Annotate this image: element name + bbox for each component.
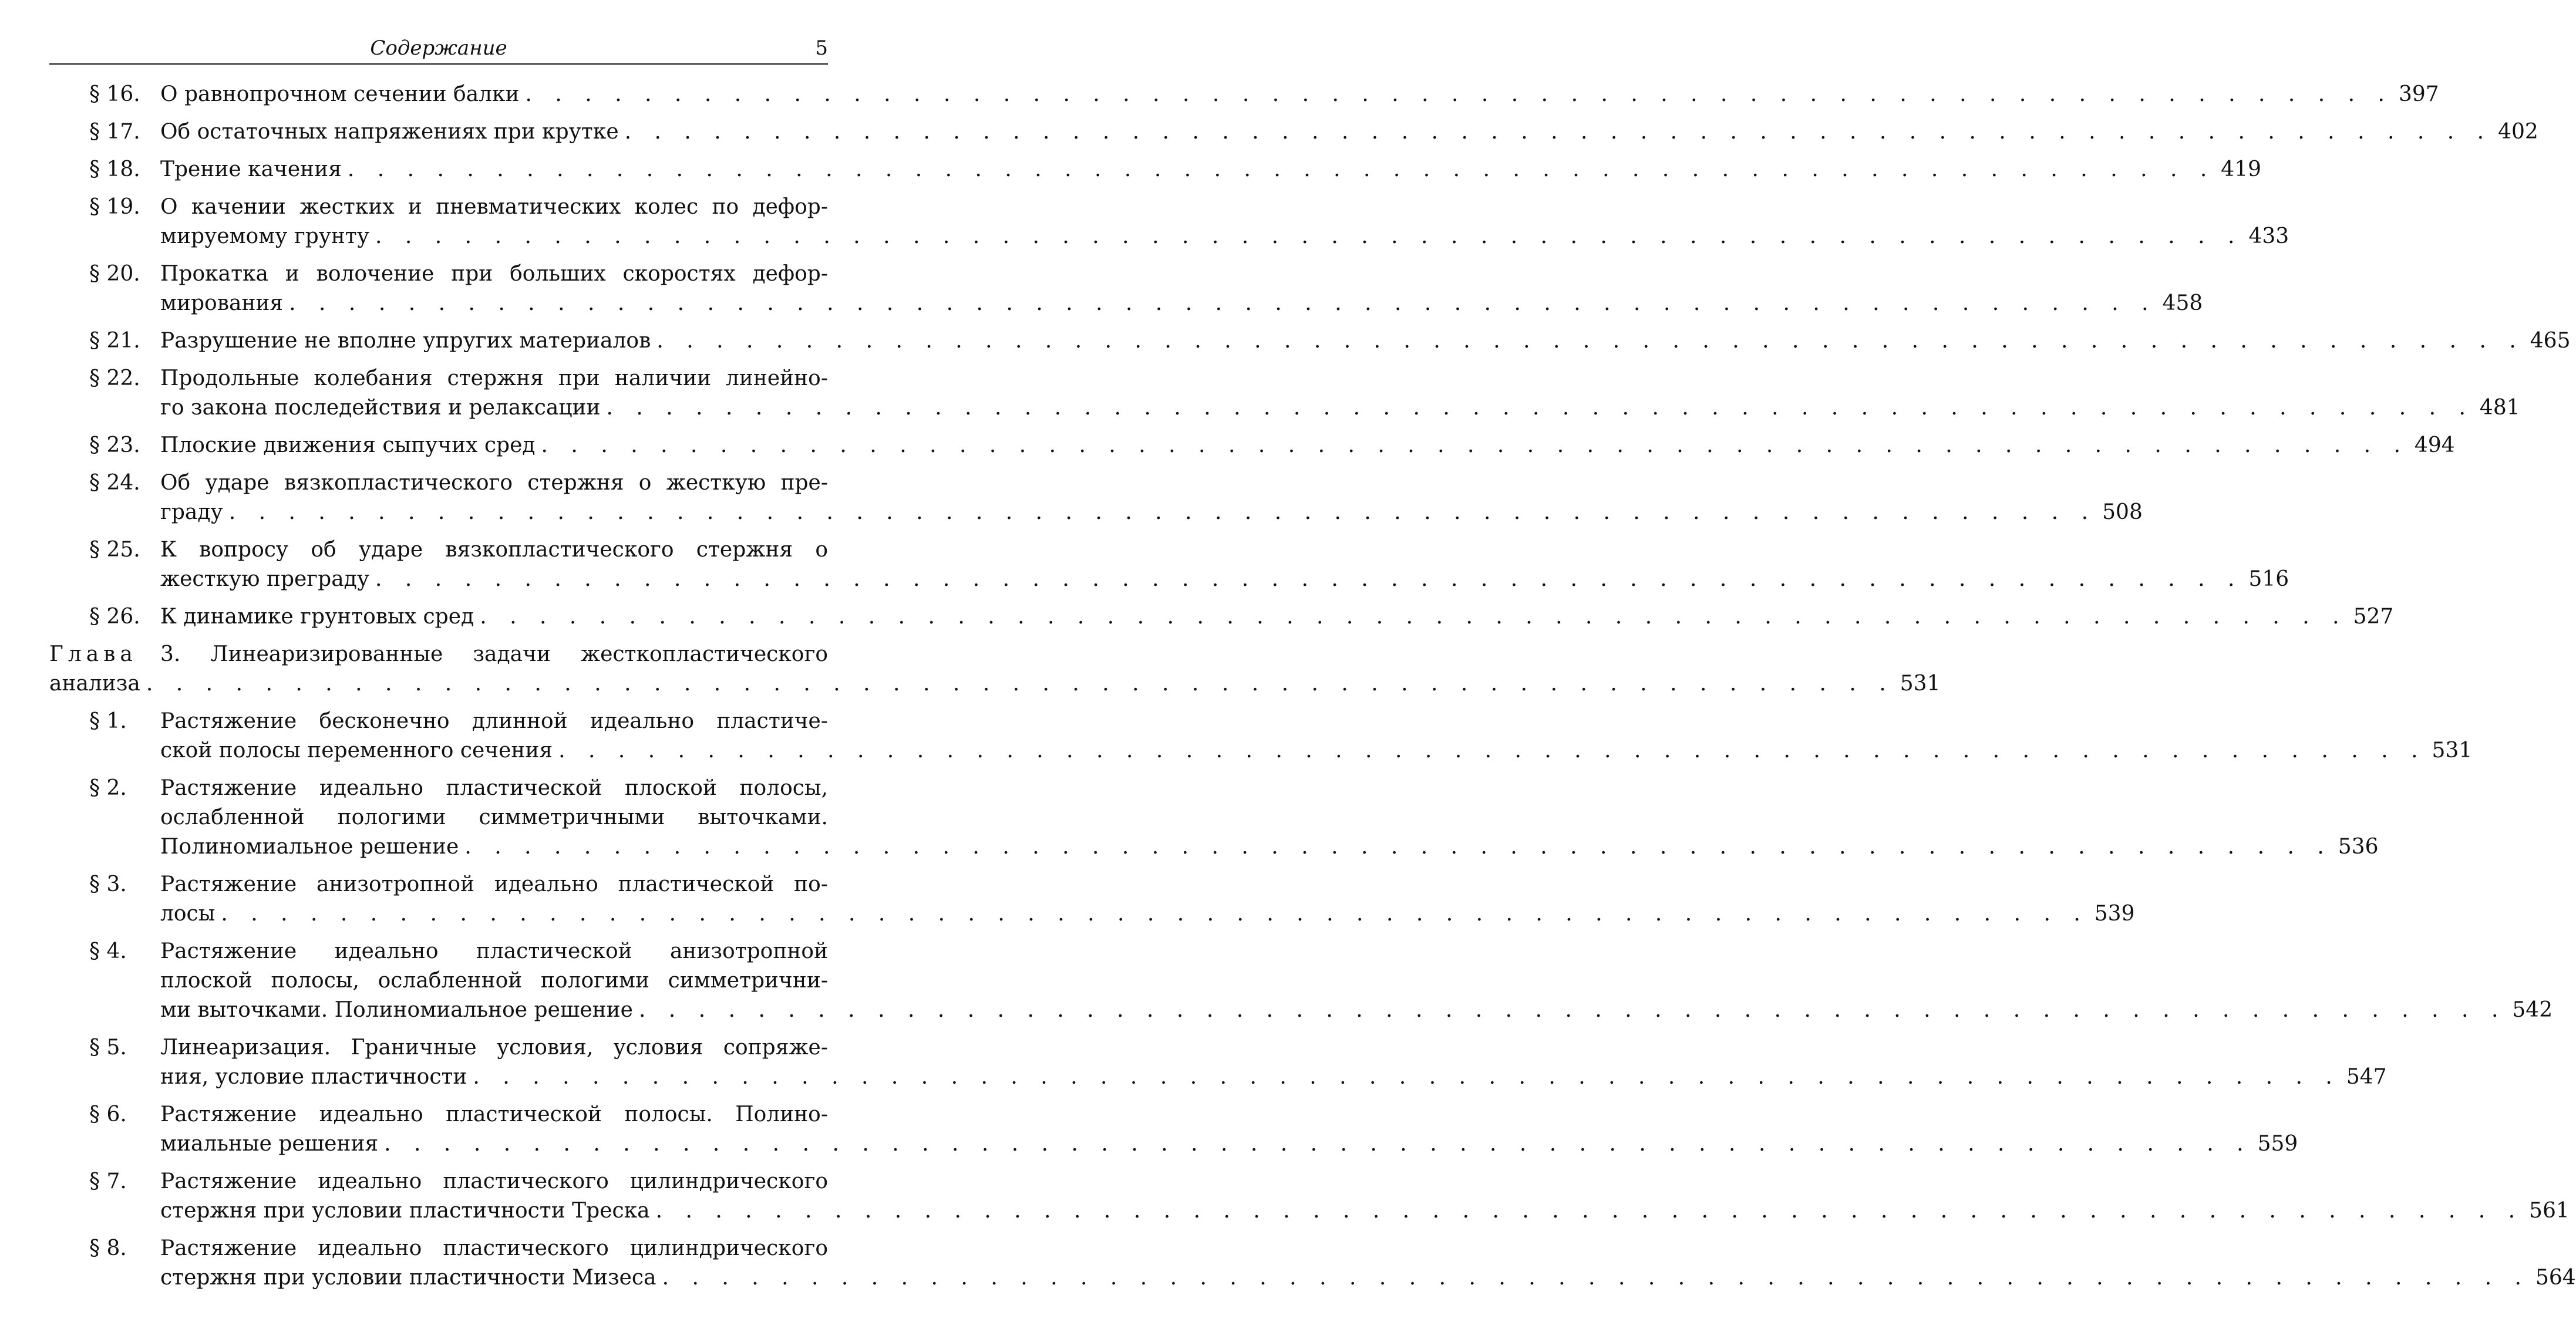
section-number: § 18.	[89, 157, 140, 181]
entry-title-line: Линеаризация. Граничные условия, условия сопряже-	[160, 1036, 828, 1060]
entry-page-number: 397	[2398, 82, 2439, 106]
document-page	[49, 0, 2576, 1339]
toc-section-list	[49, 707, 2576, 1293]
dot-leader: . . . . . . . . . . . . . . . . . . . . . . . . . . . . . . . . . . . . . . . . . . . . . . . . . . . . . . . . . . .	[146, 672, 1894, 696]
entry-title-line: миальные решения	[160, 1132, 379, 1156]
entry-title-line: ской полосы переменного сечения	[160, 738, 553, 763]
dot-leader: . . . . . . . . . . . . . . . . . . . . . . . . . . . . . . . . . . . . . . . . . . . . . . . . . . . . . . . . . . . . . . .	[662, 1266, 2530, 1290]
toc-entry[interactable]	[49, 364, 2520, 423]
section-number: § 17.	[89, 120, 140, 144]
entry-title-line: Растяжение бесконечно длинной идеально пластиче-	[160, 709, 828, 733]
toc-entry[interactable]	[49, 707, 2473, 765]
entry-title-line: плоской полосы, ослабленной пологими симметрични-	[160, 969, 828, 993]
toc-entry[interactable]	[49, 1234, 2576, 1293]
section-number: § 16.	[89, 82, 140, 106]
dot-leader: . . . . . . . . . . . . . . . . . . . . . . . . . . . . . . . . . . . . . . . . . . . . . . . . . . . . . . . . . . . . . . .	[221, 902, 2089, 926]
toc-entry[interactable]	[49, 774, 2379, 862]
toc-section-list	[49, 80, 2571, 632]
section-number: § 2.	[89, 776, 127, 800]
dot-leader: . . . . . . . . . . . . . . . . . . . . . . . . . . . . . . . . . . . . . . . . . . . . . . . . . . . . . . . . . . . . . . .	[347, 157, 2215, 181]
section-number: § 6.	[89, 1102, 127, 1126]
toc-entry[interactable]	[49, 535, 2289, 594]
entry-title-line: ослабленной пологими симметричными выточками.	[160, 805, 828, 829]
dot-leader: . . . . . . . . . . . . . . . . . . . . . . . . . . . . . . . . . . . . . . . . . . . . . . . . . . . . . . . . . . . . . . .	[228, 500, 2097, 524]
entry-page-number: 561	[2529, 1199, 2570, 1223]
entry-title-line: Об остаточных напряжениях при крутке	[160, 120, 619, 144]
entry-page-number: 433	[2248, 224, 2289, 248]
entry-page-number: 465	[2530, 329, 2571, 353]
dot-leader: . . . . . . . . . . . . . . . . . . . . . . . . . . . . . . . . . . . . . . . . . . . . . . . . . . . . . . . . . . . . . . .	[525, 82, 2393, 106]
dot-leader: . . . . . . . . . . . . . . . . . . . . . . . . . . . . . . . . . . . . . . . . . . . . . . . . . . . . . . . . . . . . . . .	[638, 998, 2507, 1022]
dot-leader: . . . . . . . . . . . . . . . . . . . . . . . . . . . . . . . . . . . . . . . . . . . . . . . . . . . . . . . . . . . . . . .	[375, 224, 2243, 248]
entry-page-number: 536	[2338, 835, 2379, 859]
entry-title-line: Растяжение идеально пластической анизотропной	[160, 939, 828, 963]
entry-title-line: ния, условие пластичности	[160, 1065, 467, 1089]
section-number: § 23.	[89, 433, 140, 457]
entry-title-line: стержня при условии пластичности Мизеса	[160, 1266, 656, 1290]
entry-title-line: К динамике грунтовых сред	[160, 605, 474, 629]
entry-title-line: мируемому грунту	[160, 224, 370, 248]
entry-title-line: Трение качения	[160, 157, 342, 181]
toc-entry[interactable]	[49, 326, 2571, 356]
chapter-title-cont: анализа	[49, 672, 140, 696]
dot-leader: . . . . . . . . . . . . . . . . . . . . . . . . . . . . . . . . . . . . . . . . . . . . . . . . . . . . . . . . . . . . . . .	[480, 605, 2348, 629]
entry-title-line: стержня при условии пластичности Треска	[160, 1199, 650, 1223]
section-number: § 1.	[89, 709, 127, 733]
entry-page-number: 564	[2535, 1266, 2576, 1290]
chapter-page-number: 531	[1900, 672, 1941, 696]
entry-title-line: Разрушение не вполне упругих материалов	[160, 329, 651, 353]
dot-leader: . . . . . . . . . . . . . . . . . . . . . . . . . . . . . . . . . . . . . . . . . . . . . . . . . . . . . . . . . . . . . . .	[473, 1065, 2341, 1089]
entry-page-number: 481	[2479, 396, 2520, 420]
entry-title-line: Полиномиальное решение	[160, 835, 459, 859]
toc-entry[interactable]	[49, 193, 2289, 251]
entry-title-line: лосы	[160, 902, 215, 926]
dot-leader: . . . . . . . . . . . . . . . . . . . . . . . . . . . . . . . . . . . . . . . . . . . . . . . . . . . . . . . . . . . . . . .	[541, 433, 2409, 457]
section-number: § 4.	[89, 939, 127, 963]
entry-title-line: граду	[160, 500, 223, 524]
section-number: § 26.	[89, 605, 140, 629]
dot-leader: . . . . . . . . . . . . . . . . . . . . . . . . . . . . . . . . . . . . . . . . . . . . . . . . . . . . . . . . . . . . . . .	[624, 120, 2493, 144]
dot-leader: . . . . . . . . . . . . . . . . . . . . . . . . . . . . . . . . . . . . . . . . . . . . . . . . . . . . . . . . . . . . . . .	[606, 396, 2474, 420]
toc-entry[interactable]	[49, 80, 2439, 109]
entry-title-line: Плоские движения сыпучих сред	[160, 433, 536, 457]
toc-entry[interactable]	[49, 1100, 2298, 1159]
toc-entry[interactable]	[49, 602, 2394, 632]
section-number: § 25.	[89, 538, 140, 562]
entry-title-line: Растяжение идеально пластической полосы. Полино-	[160, 1102, 828, 1126]
dot-leader: . . . . . . . . . . . . . . . . . . . . . . . . . . . . . . . . . . . . . . . . . . . . . . . . . . . . . . . . . . . . . . .	[384, 1132, 2252, 1156]
entry-page-number: 419	[2221, 157, 2262, 181]
dot-leader: . . . . . . . . . . . . . . . . . . . . . . . . . . . . . . . . . . . . . . . . . . . . . . . . . . . . . . . . . . . . . . .	[656, 329, 2524, 353]
dot-leader: . . . . . . . . . . . . . . . . . . . . . . . . . . . . . . . . . . . . . . . . . . . . . . . . . . . . . . . . . . . . . . .	[558, 738, 2426, 763]
entry-page-number: 527	[2353, 605, 2394, 629]
header-page-number: 5	[815, 36, 828, 60]
entry-title-line: Растяжение идеально пластического цилиндрического	[160, 1169, 828, 1193]
section-number: § 24.	[89, 471, 140, 495]
header-title: Содержание	[370, 36, 507, 60]
entry-title-line: Прокатка и волочение при больших скоростях дефор-	[160, 262, 828, 286]
dot-leader: . . . . . . . . . . . . . . . . . . . . . . . . . . . . . . . . . . . . . . . . . . . . . . . . . . . . . . . . . . . . . . .	[464, 835, 2332, 859]
toc-entry[interactable]	[49, 937, 2553, 1025]
entry-page-number: 508	[2102, 500, 2143, 524]
entry-title-line: Об ударе вязкопластического стержня о жесткую пре-	[160, 471, 828, 495]
toc-entry[interactable]	[49, 468, 2143, 527]
entry-title-line: Продольные колебания стержня при наличии линейно-	[160, 366, 828, 390]
toc-entry[interactable]	[49, 1167, 2570, 1226]
entry-page-number: 516	[2248, 567, 2289, 591]
entry-page-number: 547	[2346, 1065, 2387, 1089]
entry-title-line: Растяжение анизотропной идеально пластической по-	[160, 872, 828, 896]
entry-page-number: 539	[2094, 902, 2135, 926]
entry-title-line: О равнопрочном сечении балки	[160, 82, 520, 106]
entry-title-line: ми выточками. Полиномиальное решение	[160, 998, 633, 1022]
chapter-title: 3. Линеаризированные задачи жесткопластического	[160, 642, 828, 666]
dot-leader: . . . . . . . . . . . . . . . . . . . . . . . . . . . . . . . . . . . . . . . . . . . . . . . . . . . . . . . . . . . . . . .	[289, 291, 2157, 315]
section-number: § 19.	[89, 195, 140, 219]
toc-entry[interactable]	[49, 1033, 2387, 1092]
toc-entry[interactable]	[49, 870, 2135, 929]
entry-page-number: 531	[2432, 738, 2473, 763]
chapter-label: Глава	[49, 642, 137, 666]
section-number: § 21.	[89, 329, 140, 353]
dot-leader: . . . . . . . . . . . . . . . . . . . . . . . . . . . . . . . . . . . . . . . . . . . . . . . . . . . . . . . . . . . . . . .	[375, 567, 2243, 591]
entry-page-number: 559	[2257, 1132, 2298, 1156]
section-number: § 8.	[89, 1236, 127, 1260]
entry-title-line: Растяжение идеально пластической плоской полосы,	[160, 776, 828, 800]
toc-chapter-entry[interactable]	[49, 640, 1941, 699]
section-number: § 3.	[89, 872, 127, 896]
entry-title-line: жесткую преграду	[160, 567, 370, 591]
entry-title-line: Растяжение идеально пластического цилиндрического	[160, 1236, 828, 1260]
entry-page-number: 402	[2498, 120, 2538, 144]
section-number: § 7.	[89, 1169, 127, 1193]
running-header	[49, 33, 828, 63]
entry-title-line: мирования	[160, 291, 284, 315]
entry-title-line: К вопросу об ударе вязкопластического стержня о	[160, 538, 828, 562]
section-number: § 22.	[89, 366, 140, 390]
entry-page-number: 542	[2512, 998, 2553, 1022]
toc-entry[interactable]	[49, 431, 2455, 460]
entry-page-number: 458	[2162, 291, 2203, 315]
toc-entry[interactable]	[49, 117, 2538, 147]
entry-title-line: го закона последействия и релаксации	[160, 396, 601, 420]
entry-title-line: О качении жестких и пневматических колес по дефор-	[160, 195, 828, 219]
dot-leader: . . . . . . . . . . . . . . . . . . . . . . . . . . . . . . . . . . . . . . . . . . . . . . . . . . . . . . . . . . . . . . .	[655, 1199, 2524, 1223]
entry-page-number: 494	[2414, 433, 2455, 457]
toc-entry[interactable]	[49, 155, 2262, 184]
table-of-contents	[49, 80, 2576, 1301]
section-number: § 5.	[89, 1036, 127, 1060]
header-rule	[49, 63, 828, 65]
toc-entry[interactable]	[49, 259, 2203, 318]
section-number: § 20.	[89, 262, 140, 286]
